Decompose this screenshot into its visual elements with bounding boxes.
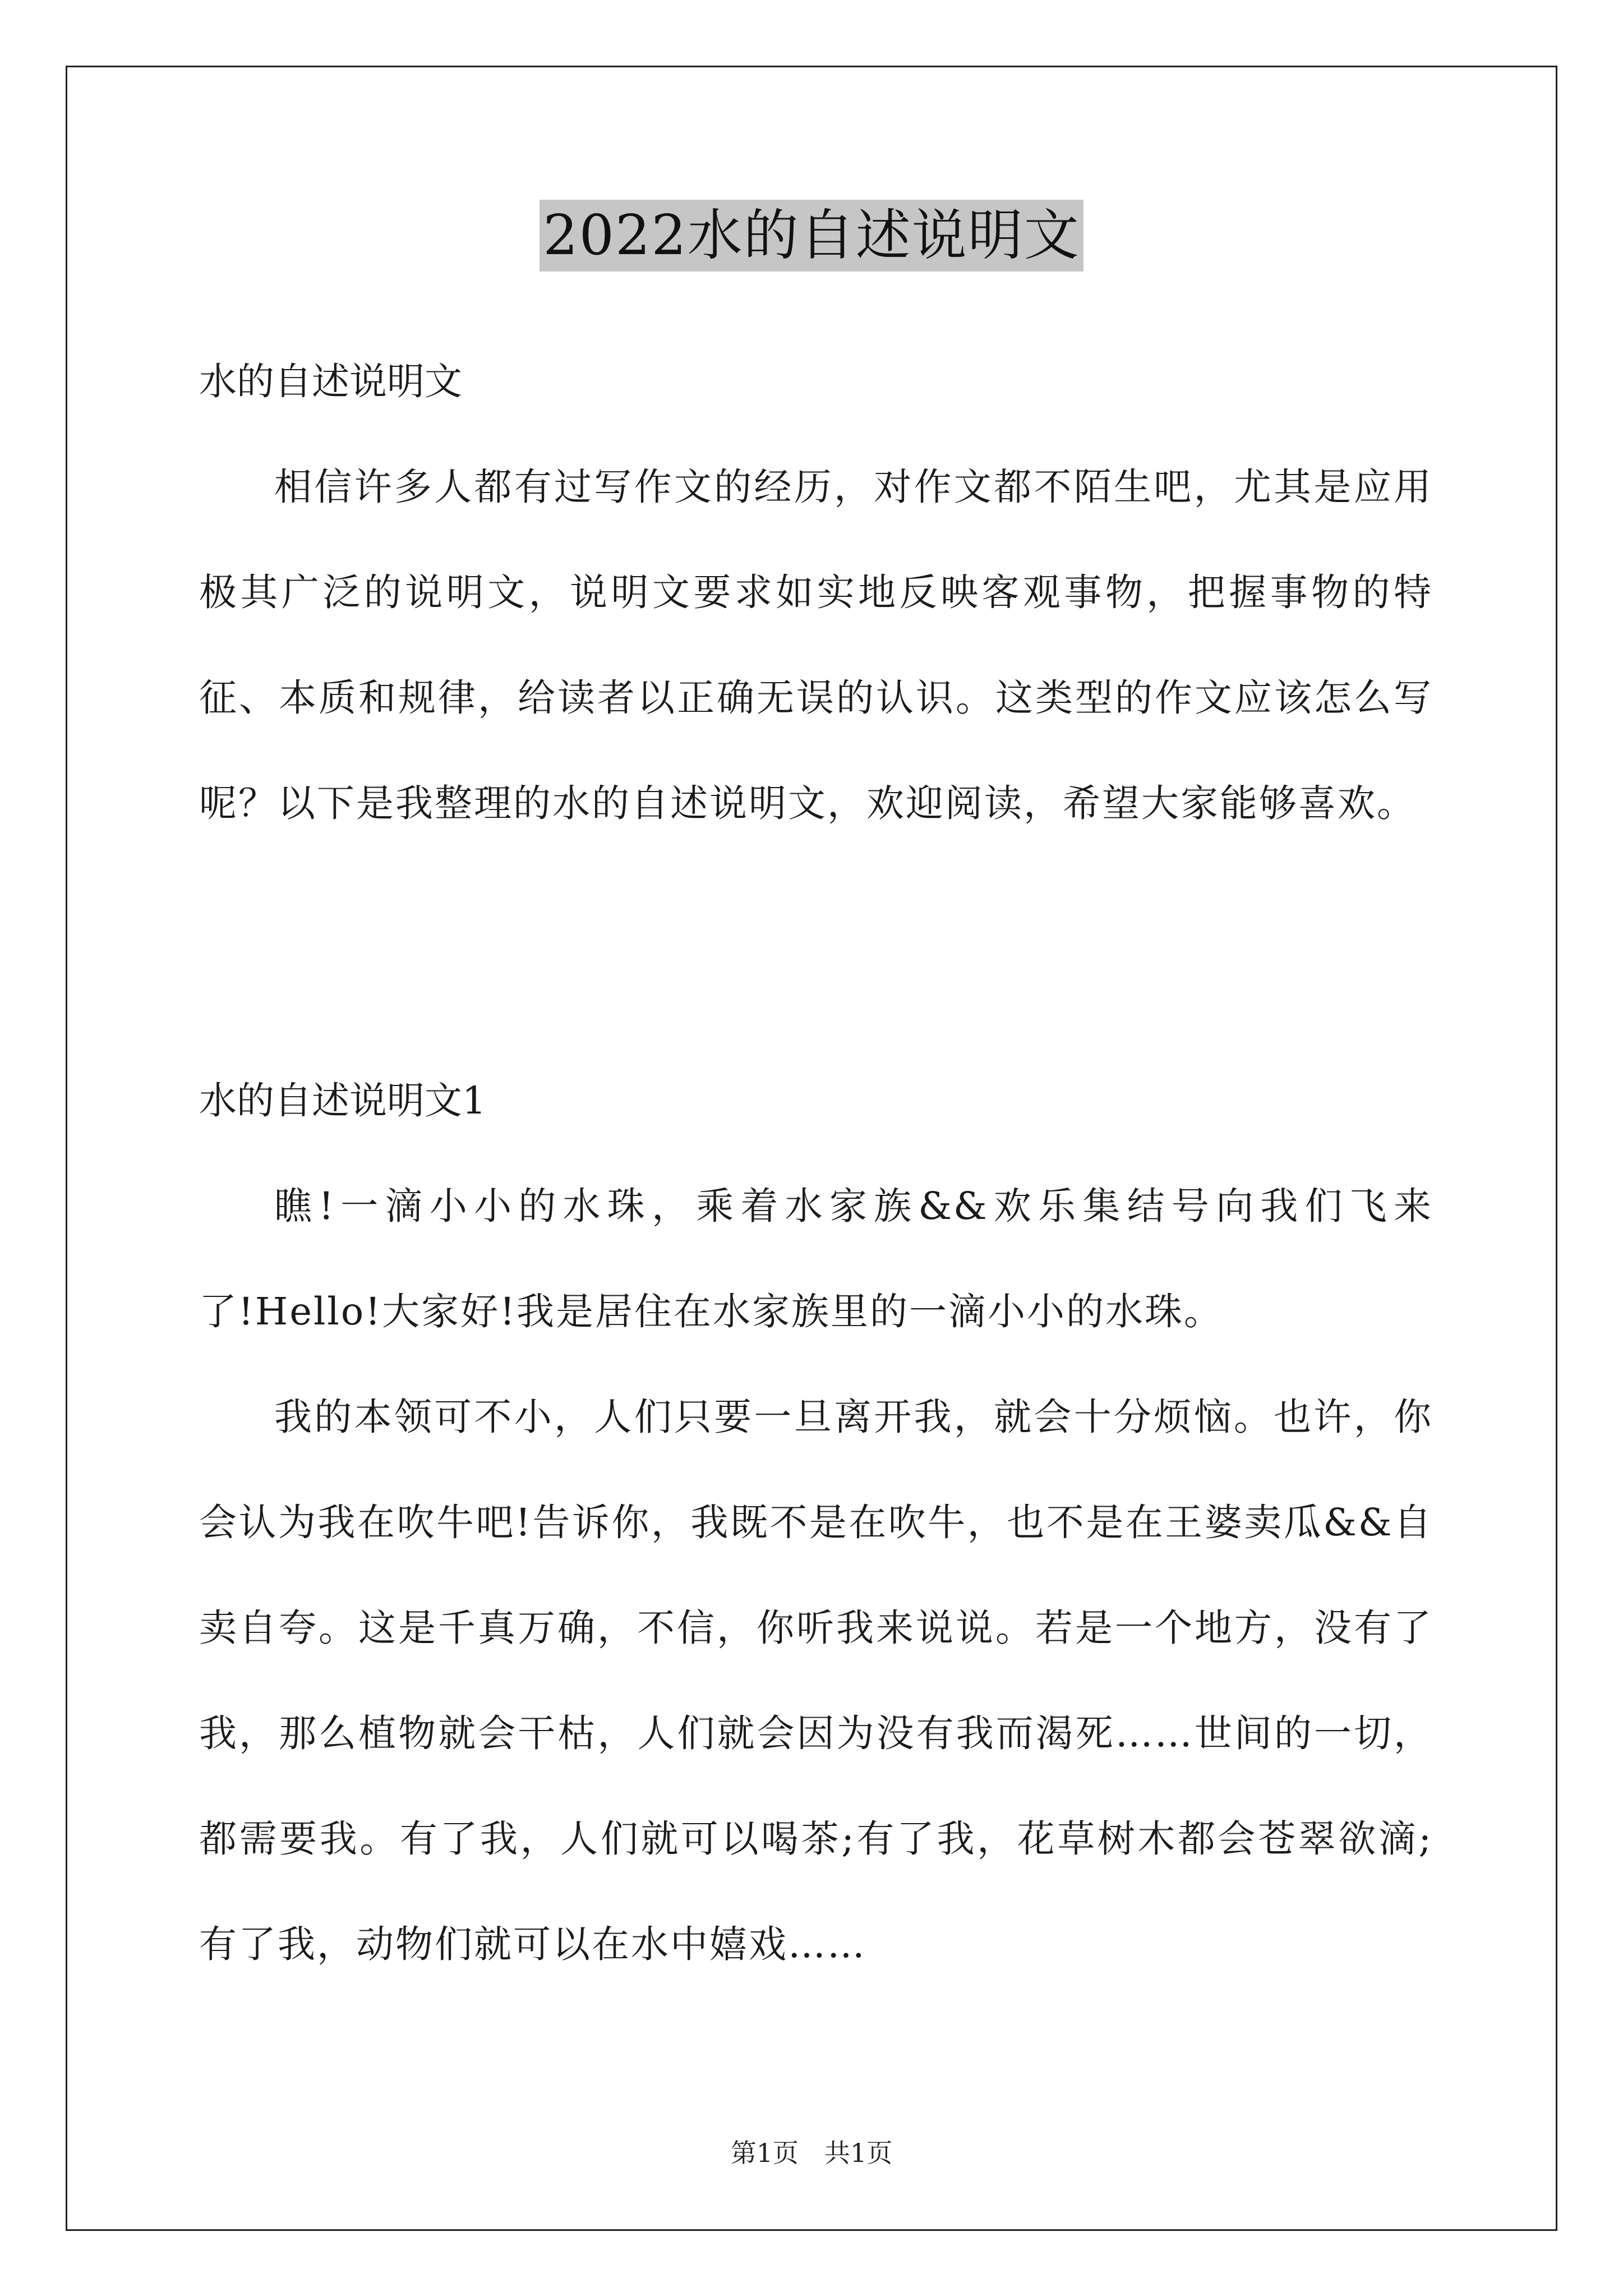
body-paragraph-2: 我的本领可不小，人们只要一旦离开我，就会十分烦恼。也许，你会认为我在吹牛吧!告诉你，我既不是在吹牛，也不是在王婆卖瓜&&自卖自夸。这是千真万确，不信，你听我来说说。若是一个地方，没有了我，那么植物就会干枯，人们就会因为没有我而渴死……世间的一切，都需要我。有了我，人们就可以喝茶;有了我，花草树木都会苍翠欲滴;有了我，动物们就可以在水中嬉戏……: [199, 1395, 1433, 1966]
page-number: 第1页: [730, 2138, 799, 2168]
title-container: [0, 200, 1623, 272]
section-heading-1: 水的自述说明文1: [199, 1079, 486, 1122]
body-paragraph-1: 瞧!一滴小小的水珠，乘着水家族&&欢乐集结号向我们飞来了!Hello!大家好!我是居住在水家族里的一滴小小的水珠。: [199, 1184, 1433, 1333]
page-footer: [0, 2136, 1623, 2170]
document-title: 2022水的自述说明文: [540, 200, 1083, 272]
page-total: 共1页: [824, 2138, 893, 2168]
section-heading-intro: 水的自述说明文: [199, 360, 462, 403]
intro-paragraph: 相信许多人都有过写作文的经历，对作文都不陌生吧，尤其是应用极其广泛的说明文，说明文要求如实地反映客观事物，把握事物的特征、本质和规律，给读者以正确无误的认识。这类型的作文应该怎么写呢？以下是我整理的水的自述说明文，欢迎阅读，希望大家能够喜欢。: [199, 465, 1433, 825]
